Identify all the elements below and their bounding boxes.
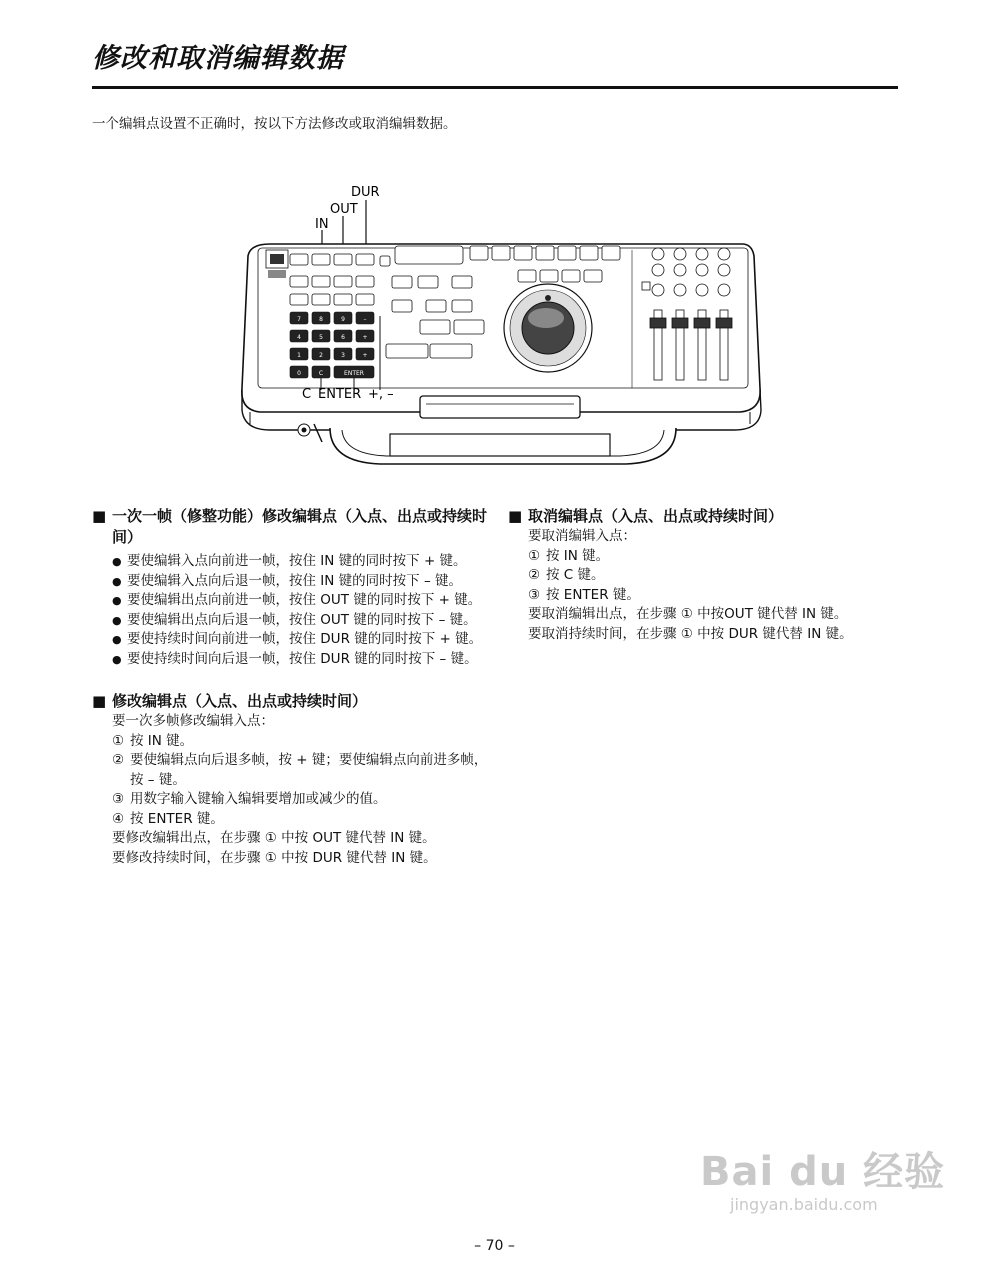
step-item: ② 要使编辑点向后退多帧，按 + 键；要使编辑点向前进多帧，按 – 键。 bbox=[112, 752, 488, 788]
callout-in: IN bbox=[315, 217, 329, 232]
list-item: ● 要使编辑出点向前进一帧，按住 OUT 键的同时按下 + 键。 bbox=[112, 591, 492, 611]
square-bullet-icon: ■ bbox=[92, 507, 107, 525]
modify-steps bbox=[92, 732, 492, 830]
svg-text:4: 4 bbox=[297, 334, 301, 341]
step-item: ① 按 IN 键。 bbox=[528, 547, 610, 564]
square-bullet-icon: ■ bbox=[92, 692, 107, 710]
list-item: ● 要使编辑出点向后退一帧，按住 OUT 键的同时按下 – 键。 bbox=[112, 611, 492, 631]
cancel-steps bbox=[508, 547, 908, 606]
svg-text:8: 8 bbox=[319, 316, 323, 323]
callout-c: C bbox=[302, 387, 312, 402]
step-item: ① 按 IN 键。 bbox=[112, 732, 194, 749]
modify-section bbox=[92, 691, 492, 868]
svg-text:+: + bbox=[362, 334, 368, 341]
callout-out: OUT bbox=[330, 202, 358, 217]
svg-text:0: 0 bbox=[297, 370, 301, 377]
svg-text:+: + bbox=[362, 352, 368, 359]
left-column bbox=[92, 506, 492, 868]
right-column bbox=[508, 506, 908, 644]
section-heading-trim: ■ 一次一帧（修整功能）修改编辑点（入点、出点或持续时间） bbox=[92, 507, 488, 546]
list-item: ● 要使持续时间向后退一帧，按住 DUR 键的同时按下 – 键。 bbox=[112, 650, 492, 670]
cancel-note-dur: 要取消持续时间，在步骤 ① 中按 DUR 键代替 IN 键。 bbox=[528, 625, 853, 642]
modify-note-out: 要修改编辑出点，在步骤 ① 中按 OUT 键代替 IN 键。 bbox=[112, 830, 436, 846]
list-item: ● 要使持续时间向前进一帧，按住 DUR 键的同时按下 + 键。 bbox=[112, 630, 492, 650]
editing-controller-diagram bbox=[230, 178, 770, 478]
watermark-logo-text: Bai du 经验 bbox=[700, 1149, 946, 1195]
list-item: ● 要使编辑入点向后退一帧，按住 IN 键的同时按下 – 键。 bbox=[112, 572, 492, 592]
cancel-lead: 要取消编辑入点： bbox=[528, 528, 636, 544]
svg-text:3: 3 bbox=[341, 352, 345, 359]
watermark-url: jingyan.baidu.com bbox=[730, 1195, 878, 1214]
trim-list bbox=[92, 552, 492, 669]
step-item: ④ 按 ENTER 键。 bbox=[112, 810, 224, 827]
title-rule bbox=[92, 86, 898, 89]
callout-enter: ENTER bbox=[318, 387, 362, 402]
svg-text:ENTER: ENTER bbox=[344, 370, 364, 377]
page-number: – 70 – bbox=[474, 1238, 515, 1254]
modify-note-dur: 要修改持续时间，在步骤 ① 中按 DUR 键代替 IN 键。 bbox=[112, 849, 437, 866]
svg-text:2: 2 bbox=[319, 352, 323, 359]
square-bullet-icon: ■ bbox=[508, 507, 523, 525]
svg-text:1: 1 bbox=[297, 352, 301, 359]
intro-paragraph: 一个编辑点设置不正确时，按以下方法修改或取消编辑数据。 bbox=[92, 116, 457, 132]
callout-dur: DUR bbox=[351, 185, 380, 200]
modify-lead: 要一次多帧修改编辑入点： bbox=[112, 713, 274, 729]
svg-text:7: 7 bbox=[297, 316, 301, 323]
svg-text:5: 5 bbox=[319, 334, 323, 341]
step-item: ③ 用数字输入键输入编辑要增加或减少的值。 bbox=[112, 791, 387, 807]
svg-text:–: – bbox=[363, 316, 367, 323]
step-item: ③ 按 ENTER 键。 bbox=[528, 586, 640, 603]
svg-text:C: C bbox=[318, 370, 324, 377]
svg-text:9: 9 bbox=[341, 316, 345, 323]
baidu-watermark bbox=[700, 1140, 945, 1214]
list-item: ● 要使编辑入点向前进一帧，按住 IN 键的同时按下 + 键。 bbox=[112, 552, 492, 572]
cancel-note-out: 要取消编辑出点，在步骤 ① 中按OUT 键代替 IN 键。 bbox=[528, 606, 848, 622]
section-heading-modify: ■ 修改编辑点（入点、出点或持续时间） bbox=[92, 692, 368, 710]
callout-plus-minus: +, – bbox=[368, 387, 394, 402]
section-heading-cancel: ■ 取消编辑点（入点、出点或持续时间） bbox=[508, 507, 784, 525]
svg-text:6: 6 bbox=[341, 334, 345, 341]
page-title: 修改和取消编辑数据 bbox=[92, 43, 344, 74]
step-item: ② 按 C 键。 bbox=[528, 567, 605, 583]
